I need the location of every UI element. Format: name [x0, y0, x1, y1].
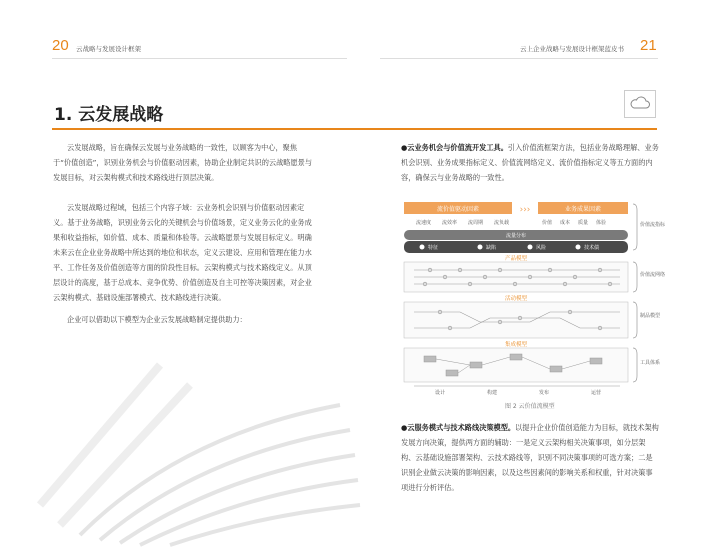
cloud-icon-box [624, 90, 656, 118]
stage-release: 发布 [538, 390, 550, 396]
left-section-title: 云战略与发展设计框架 [76, 45, 141, 53]
right-page-number: 21 [640, 37, 657, 54]
left-page-number: 20 [52, 37, 69, 54]
item2-body: 以提升企业价值创造能力为目标，就技术架构发展方向决策，提供两方面的辅助：一是定义云架构相关决策事项，如分层架构、云基础设施部署架构、云技术路线等，识别不同决策事项的可选方案；二是识别企业做云决策的影响因素，以及这些因素间的影响关系和权重，针对决策事项进行分析评估。 [401, 423, 659, 492]
item1-title: ●云业务机会与价值流开发工具。 [401, 143, 508, 152]
figure-caption: 图 2 云价值流模型 [505, 403, 555, 410]
flow-item-3: 技术债 [584, 245, 600, 251]
right-band-item-3: 体验 [596, 220, 607, 226]
flow-side-bracket [633, 204, 637, 250]
integration-side-bracket [633, 348, 637, 382]
flow-side-label: 价值流指标 [640, 222, 666, 228]
left-band-item-2: 流周期 [468, 220, 484, 226]
right-band-item-2: 质量 [578, 220, 589, 226]
value-stream-diagram [400, 198, 666, 398]
integration-side-label: 工具体系 [640, 360, 661, 366]
right-band-label: 业务成果因素 [564, 206, 602, 213]
product-side-label: 价值流网络 [640, 272, 666, 278]
right-band-item-0: 价值 [542, 220, 553, 226]
section-rule [52, 128, 657, 130]
stage-build: 构建 [486, 390, 498, 396]
product-model-label: 产品模型 [504, 256, 528, 262]
header-divider-left [52, 58, 347, 59]
left-band-item-0: 流速度 [416, 220, 432, 226]
item2-text [401, 420, 659, 495]
stage-design: 设计 [434, 390, 446, 396]
activity-model-label: 活动模型 [504, 296, 528, 302]
activity-model-panel [404, 302, 628, 338]
left-paragraph-1: 云发展战略，旨在确保云发展与业务战略的一致性，以顾客为中心，聚焦于“价值创造”，识别业务机会与价值驱动因素，协助企业制定共识的云战略愿景与发展目标，对云架构模式和技术路线进行顶层决策。 [53, 143, 313, 182]
integration-model-panel [404, 348, 628, 382]
decorative-architecture-graphic [40, 345, 360, 545]
flow-bar-label: 流量分布 [505, 233, 527, 239]
product-side-bracket [633, 262, 637, 292]
item1-text [401, 140, 659, 185]
left-band-item-1: 流效率 [442, 220, 458, 226]
flow-dot-icon [420, 245, 425, 250]
flow-dot-icon [528, 245, 533, 250]
flow-item-0: 特征 [428, 245, 439, 251]
stage-operate: 运营 [590, 390, 602, 396]
flow-dot-icon [576, 245, 581, 250]
right-report-title: 云上企业战略与发展设计框架蓝皮书 [520, 45, 624, 53]
integration-model-label: 集成模型 [504, 342, 528, 348]
activity-side-label: 制品模型 [640, 313, 661, 319]
chevrons-icon: ››› [519, 205, 531, 215]
flow-dot-icon [478, 245, 483, 250]
section-title: 1. 云发展战略 [54, 105, 164, 125]
item2-title: ●云服务模式与技术路线决策模型。 [401, 423, 516, 432]
item1-body: 引入价值流框架方法，包括业务战略理解、业务机会识别、业务成果指标定义、价值流网络定义、流价值指标定义等五方面的内容，确保云与业务战略的一致性。 [401, 143, 659, 182]
left-band-label: 流价值驱动因素 [436, 206, 480, 213]
flow-item-2: 风险 [536, 245, 547, 251]
left-paragraph-2: 云发展战略过程域，包括三个内容子域：云业务机会识别与价值驱动因素定义。基于业务战略，识别业务云化的关键机会与价值场景，定义业务云化的业务成果和收益指标，如价值、成本、质量和体验等。云战略愿景与发展目标定义。明确未来云在企业业务战略中所达到的地位和状态，定义云建设、应用和管理在能力水平、工作任务及价值创造等方面的阶段性目标。云架构模式与技术路线定义。从顶层设计的高度，基于总成本、竞争优势、价值创造及自主可控等决策因素，对企业云架构模式、基础设施部署模式、技术路线进行决策。 [53, 203, 312, 302]
left-paragraph-3: 企业可以借助以下模型为企业云发展战略制定提供助力： [67, 315, 247, 324]
flow-item-1: 缺陷 [486, 245, 497, 251]
left-band-item-3: 流负载 [494, 220, 510, 226]
activity-side-bracket [633, 302, 637, 338]
right-band-item-1: 成本 [560, 220, 571, 226]
cloud-icon [625, 91, 655, 117]
header-divider-right [380, 58, 658, 59]
